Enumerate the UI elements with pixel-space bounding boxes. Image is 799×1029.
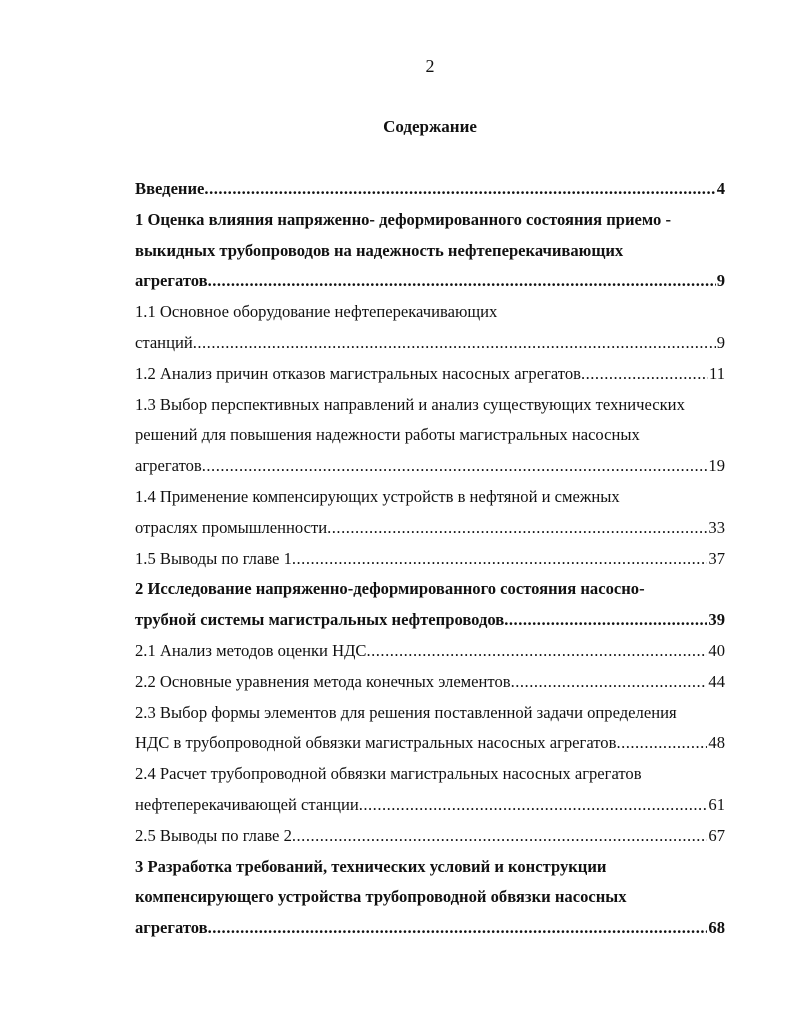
toc-entry-continued bbox=[135, 855, 725, 886]
toc-entry bbox=[135, 670, 725, 701]
toc-page-number: 40 bbox=[708, 640, 725, 660]
toc-entry-text: 1.2 Анализ причин отказов магистральных насосных агрегатов bbox=[135, 363, 581, 383]
toc-entry bbox=[135, 608, 725, 639]
toc-entry-text: 1.3 Выбор перспективных направлений и анализ существующих технических bbox=[135, 394, 685, 414]
toc-page-number: 68 bbox=[708, 918, 725, 938]
toc-entry-text: 1.5 Выводы по главе 1 bbox=[135, 548, 292, 568]
dot-leader bbox=[292, 547, 708, 571]
toc-entry bbox=[135, 269, 725, 300]
dot-leader bbox=[511, 670, 708, 694]
table-of-contents bbox=[135, 177, 725, 947]
dot-leader bbox=[581, 362, 708, 386]
toc-entry-text: 2.3 Выбор формы элементов для решения поставленной задачи определения bbox=[135, 702, 677, 722]
dot-leader bbox=[327, 516, 707, 540]
toc-entry bbox=[135, 177, 725, 208]
toc-entry-text: Введение bbox=[135, 179, 205, 198]
dot-leader bbox=[359, 793, 708, 817]
toc-entry-text: 1 Оценка влияния напряженно- деформированного состояния приемо - bbox=[135, 209, 671, 229]
toc-entry-text: выкидных трубопроводов на надежность нефтеперекачивающих bbox=[135, 240, 624, 260]
dot-leader bbox=[504, 608, 707, 632]
toc-entry-text: агрегатов bbox=[135, 271, 208, 291]
toc-page-number: 48 bbox=[708, 733, 725, 753]
toc-entry-continued bbox=[135, 423, 725, 454]
toc-entry-text: трубной системы магистральных нефтепроводов bbox=[135, 610, 505, 630]
toc-page-number: 9 bbox=[716, 332, 725, 352]
toc-entry bbox=[135, 793, 725, 824]
toc-entry-continued bbox=[135, 577, 725, 608]
toc-entry-text: НДС в трубопроводной обвязки магистральных насосных агрегатов bbox=[135, 733, 617, 753]
toc-entry-text: нефтеперекачивающей станции bbox=[135, 794, 359, 814]
toc-page-number: 9 bbox=[716, 271, 725, 291]
dot-leader bbox=[616, 731, 707, 755]
toc-entry-continued bbox=[135, 208, 725, 239]
toc-entry-text: 2.4 Расчет трубопроводной обвязки магистральных насосных агрегатов bbox=[135, 764, 642, 784]
toc-page-number: 44 bbox=[708, 671, 725, 691]
toc-page-number: 61 bbox=[708, 794, 725, 814]
dot-leader bbox=[366, 639, 707, 663]
toc-page-number: 11 bbox=[709, 363, 725, 383]
toc-entry-text: 2.1 Анализ методов оценки НДС bbox=[135, 640, 367, 660]
toc-page-number: 33 bbox=[708, 517, 725, 537]
toc-entry bbox=[135, 547, 725, 578]
toc-entry-text: 2.2 Основные уравнения метода конечных элементов bbox=[135, 671, 511, 691]
toc-title: Содержание bbox=[383, 117, 477, 136]
toc-entry-text: станций bbox=[135, 332, 193, 352]
toc-entry-text: агрегатов bbox=[135, 456, 202, 476]
dot-leader bbox=[202, 454, 708, 478]
toc-entry-text: компенсирующего устройства трубопроводной обвязки насосных bbox=[135, 887, 627, 907]
toc-entry-continued bbox=[135, 239, 725, 270]
toc-entry-text: отраслях промышленности bbox=[135, 517, 328, 537]
page-number: 2 bbox=[425, 56, 435, 76]
toc-entry-continued bbox=[135, 300, 725, 331]
dot-leader bbox=[292, 824, 708, 848]
toc-entry-continued bbox=[135, 762, 725, 793]
toc-entry-text: агрегатов bbox=[135, 918, 208, 938]
toc-entry bbox=[135, 331, 725, 362]
toc-entry-continued bbox=[135, 393, 725, 424]
dot-leader bbox=[204, 177, 715, 201]
toc-page-number: 67 bbox=[708, 825, 725, 845]
toc-entry-text: 1.4 Применение компенсирующих устройств в нефтяной и смежных bbox=[135, 486, 620, 506]
toc-entry bbox=[135, 731, 725, 762]
toc-entry bbox=[135, 639, 725, 670]
toc-page-number: 39 bbox=[708, 610, 725, 630]
toc-entry bbox=[135, 516, 725, 547]
toc-entry-text: 2 Исследование напряженно-деформированного состояния насосно- bbox=[135, 579, 645, 599]
toc-entry bbox=[135, 454, 725, 485]
toc-entry-continued bbox=[135, 485, 725, 516]
toc-entry-continued bbox=[135, 701, 725, 732]
dot-leader bbox=[193, 331, 716, 355]
dot-leader bbox=[208, 916, 708, 940]
dot-leader bbox=[208, 269, 716, 293]
toc-entry-text: 3 Разработка требований, технических условий и конструкции bbox=[135, 856, 607, 876]
toc-page-number: 37 bbox=[708, 548, 725, 568]
toc-entry bbox=[135, 362, 725, 393]
toc-entry-text: 2.5 Выводы по главе 2 bbox=[135, 825, 292, 845]
toc-entry bbox=[135, 916, 725, 947]
toc-entry-text: решений для повышения надежности работы магистральных насосных bbox=[135, 425, 640, 445]
toc-page-number: 4 bbox=[716, 179, 725, 198]
toc-entry bbox=[135, 824, 725, 855]
toc-entry-continued bbox=[135, 885, 725, 916]
toc-entry-text: 1.1 Основное оборудование нефтеперекачивающих bbox=[135, 302, 498, 322]
toc-page-number: 19 bbox=[708, 456, 725, 476]
